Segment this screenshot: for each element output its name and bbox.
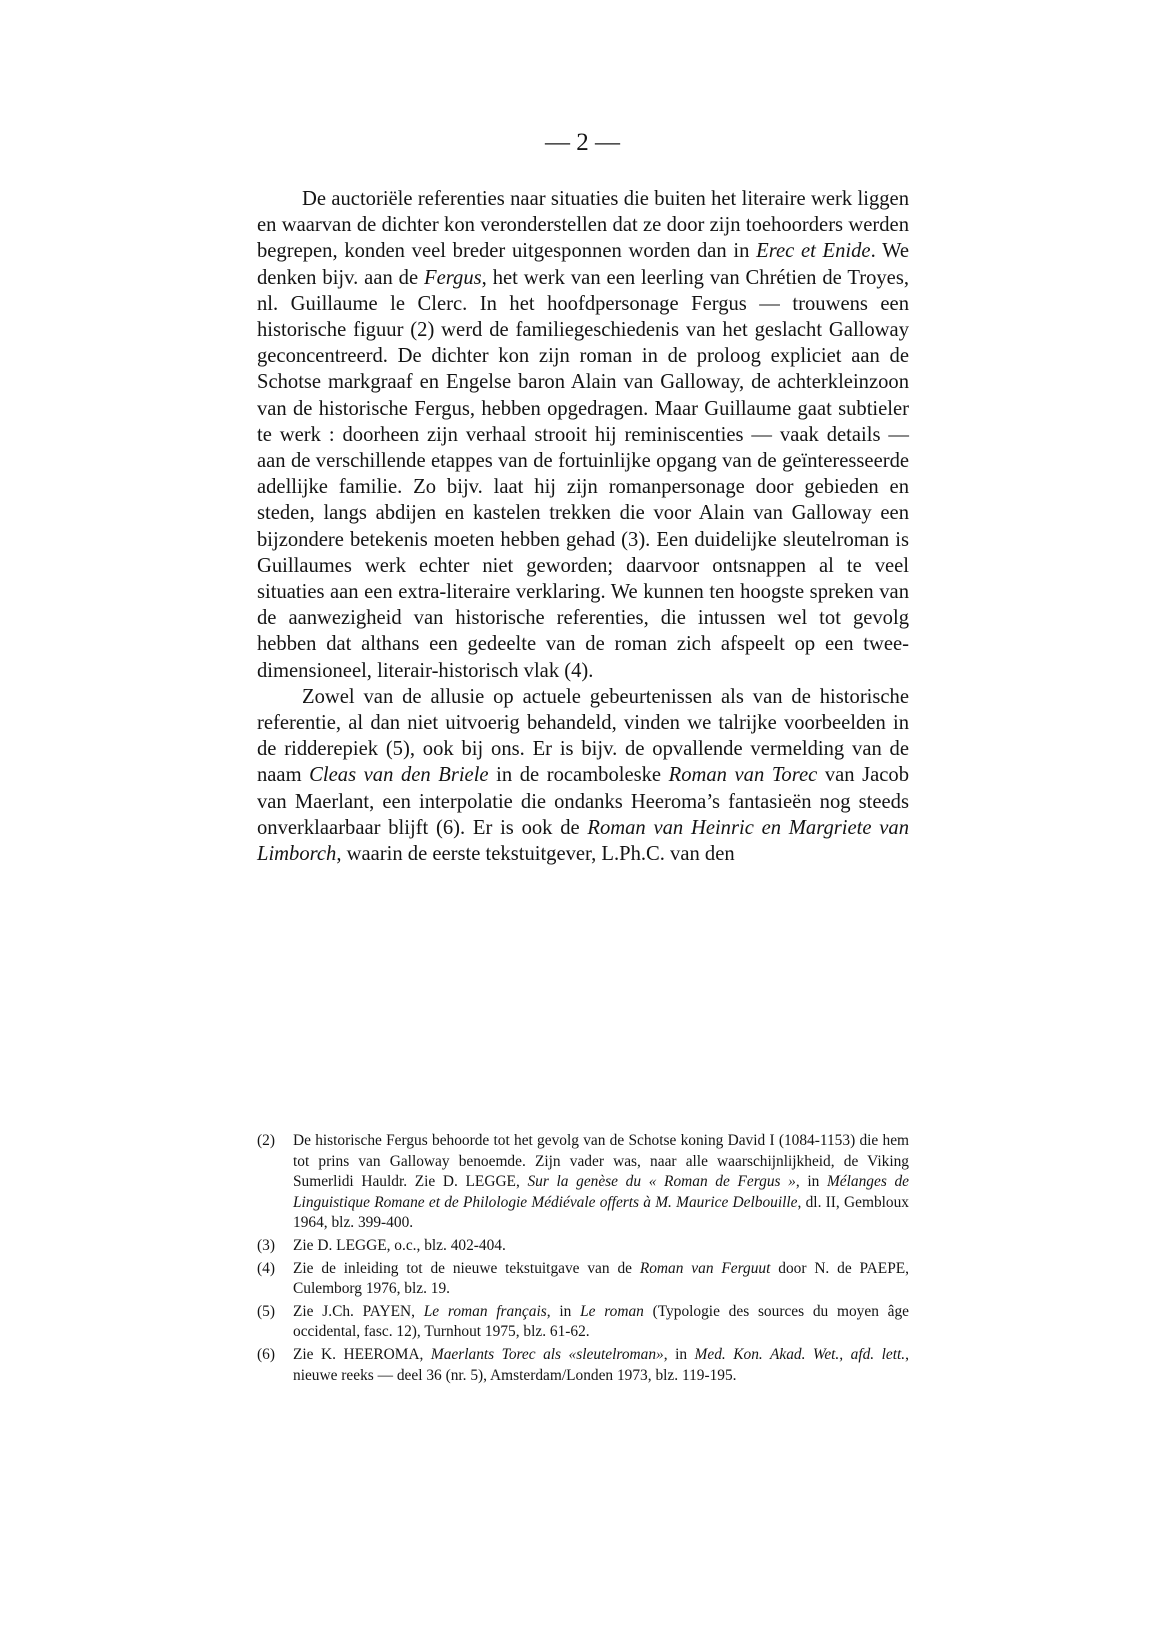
text-run: De auctoriële referenties naar situaties die buiten het literaire werk liggen en waarvan de dichter kon veronderstellen dat ze door zijn toehoorders werden begrepen, konden veel breder uitgesponnen worden dan in: [257, 188, 909, 263]
text-run: , in: [546, 1302, 581, 1320]
italic-text: Mélanges de Linguistique Romane et de Philologie Médiévale offerts à M. Maurice Delbouille: [293, 1173, 909, 1211]
footnote-number: (5): [257, 1302, 275, 1320]
footnote-text: [293, 1345, 909, 1386]
text-run: Zowel van de allusie op actuele gebeurtenissen als van de historische referentie, al dan niet uitvoerig behandeld, vinden we talrijke voorbeelden in de ridderepiek (5), ook bij ons. Er is bijv. de opvallende vermelding van de naam: [257, 685, 909, 787]
footnote-text: [293, 1259, 909, 1300]
footnote-number: (2): [257, 1132, 275, 1149]
italic-text: Roman van Torec: [668, 764, 818, 787]
italic-text: Roman van Ferguut: [639, 1259, 771, 1277]
text-run: door N. de PAEPE, Culemborg 1976, blz. 19.: [293, 1259, 910, 1298]
italic-text: Fergus: [424, 266, 482, 289]
text-run: , nieuwe reeks — deel 36 (nr. 5), Amsterdam/Londen 1973, blz. 119-195.: [293, 1345, 909, 1384]
footnote-number: (3): [257, 1236, 275, 1254]
text-run: . We denken bijv. aan de: [257, 240, 909, 289]
footnote-text: [293, 1302, 909, 1343]
footnote: [257, 1259, 909, 1300]
text-run: , het werk van een leerling van Chrétien de Troyes, nl. Guillaume le Clerc. In het hoofdpersonage Fergus — trouwens een historische figuur (2) werd de familiegeschiedenis van het geslacht Galloway geconcentreerd. De dichter kon zijn roman in de proloog expliciet aan de Schotse markgraaf en Engelse baron Alain van Galloway, de achterkleinzoon van de historische Fergus, hebben opgedragen. Maar Guillaume gaat subtieler te werk : doorheen zijn verhaal strooit hij reminiscenties — vaak details — aan de verschillende etappes van de fortuinlijke opgang van de geïnteresseerde adellijke familie. Zo bijv. laat hij zijn romanpersonage door gebieden en steden, langs abdijen en kastelen trekken die voor Alain van Galloway een bijzondere betekenis moeten hebben gehad (3). Een duidelijke sleutelroman is Guillaumes werk echter niet geworden; daarvoor ontsnappen al te veel situaties aan een extra-literaire verklaring. We kunnen ten hoogste spreken van de aanwezigheid van historische referenties, die intussen wel tot gevolg hebben dat althans een gedeelte van de roman zich afspeelt op een twee-dimensioneel, literair-historisch vlak (4).: [257, 266, 909, 682]
text-run: (Typologie des sources du moyen âge occidental, fasc. 12), Turnhout 1975, blz. 61-62.: [293, 1302, 910, 1341]
footnote-text: [293, 1236, 909, 1257]
text-run: Zie de inleiding tot de nieuwe tekstuitgave van de: [293, 1259, 640, 1277]
text-run: in de rocamboleske: [488, 764, 669, 787]
footnote: [257, 1236, 909, 1257]
italic-text: Maerlants Torec als «sleutelroman»: [430, 1345, 664, 1363]
text-run: van Jacob van Maerlant, een interpolatie die ondanks Heeroma’s fantasieën nog steeds onverklaarbaar blijft (6). Er is ook de: [257, 764, 910, 839]
text-run: , dl. II, Gembloux 1964, blz. 399-400.: [293, 1193, 909, 1232]
paragraph: [257, 186, 909, 684]
text-run: Zie K. HEEROMA,: [293, 1345, 431, 1363]
footnote: [257, 1345, 909, 1386]
text-run: , in: [795, 1173, 827, 1191]
italic-text: Roman van Heinric en Margriete van Limborch: [257, 816, 909, 866]
footnotes: [257, 1131, 909, 1388]
italic-text: Le roman français: [423, 1302, 547, 1320]
footnote-number: (4): [257, 1259, 275, 1277]
italic-text: Cleas van den Briele: [309, 764, 489, 787]
paragraph: [257, 684, 909, 867]
italic-text: Erec et Enide: [756, 240, 871, 263]
italic-text: Sur la genèse du « Roman de Fergus »: [527, 1173, 796, 1191]
footnote-number: (6): [257, 1345, 275, 1363]
text-run: , waarin de eerste tekstuitgever, L.Ph.C. van den: [336, 843, 735, 866]
italic-text: Med. Kon. Akad. Wet., afd. lett.: [694, 1345, 906, 1363]
footnote: [257, 1302, 909, 1343]
italic-text: Le roman: [580, 1302, 644, 1320]
main-text: [257, 186, 909, 867]
footnote-text: [293, 1131, 909, 1234]
footnote: [257, 1131, 909, 1234]
text-run: Zie J.Ch. PAYEN,: [293, 1302, 424, 1320]
text-run: , in: [663, 1345, 695, 1363]
page-number: — 2 —: [545, 129, 620, 156]
text-run: De historische Fergus behoorde tot het gevolg van de Schotse koning David I (1084-1153) die hem tot prins van Galloway benoemde. Zijn vader was, naar alle waarschijnlijkheid, de Viking Sumerlidi Hauldr. Zie D. LEGGE,: [293, 1132, 909, 1191]
text-run: Zie D. LEGGE, o.c., blz. 402-404.: [293, 1236, 506, 1254]
